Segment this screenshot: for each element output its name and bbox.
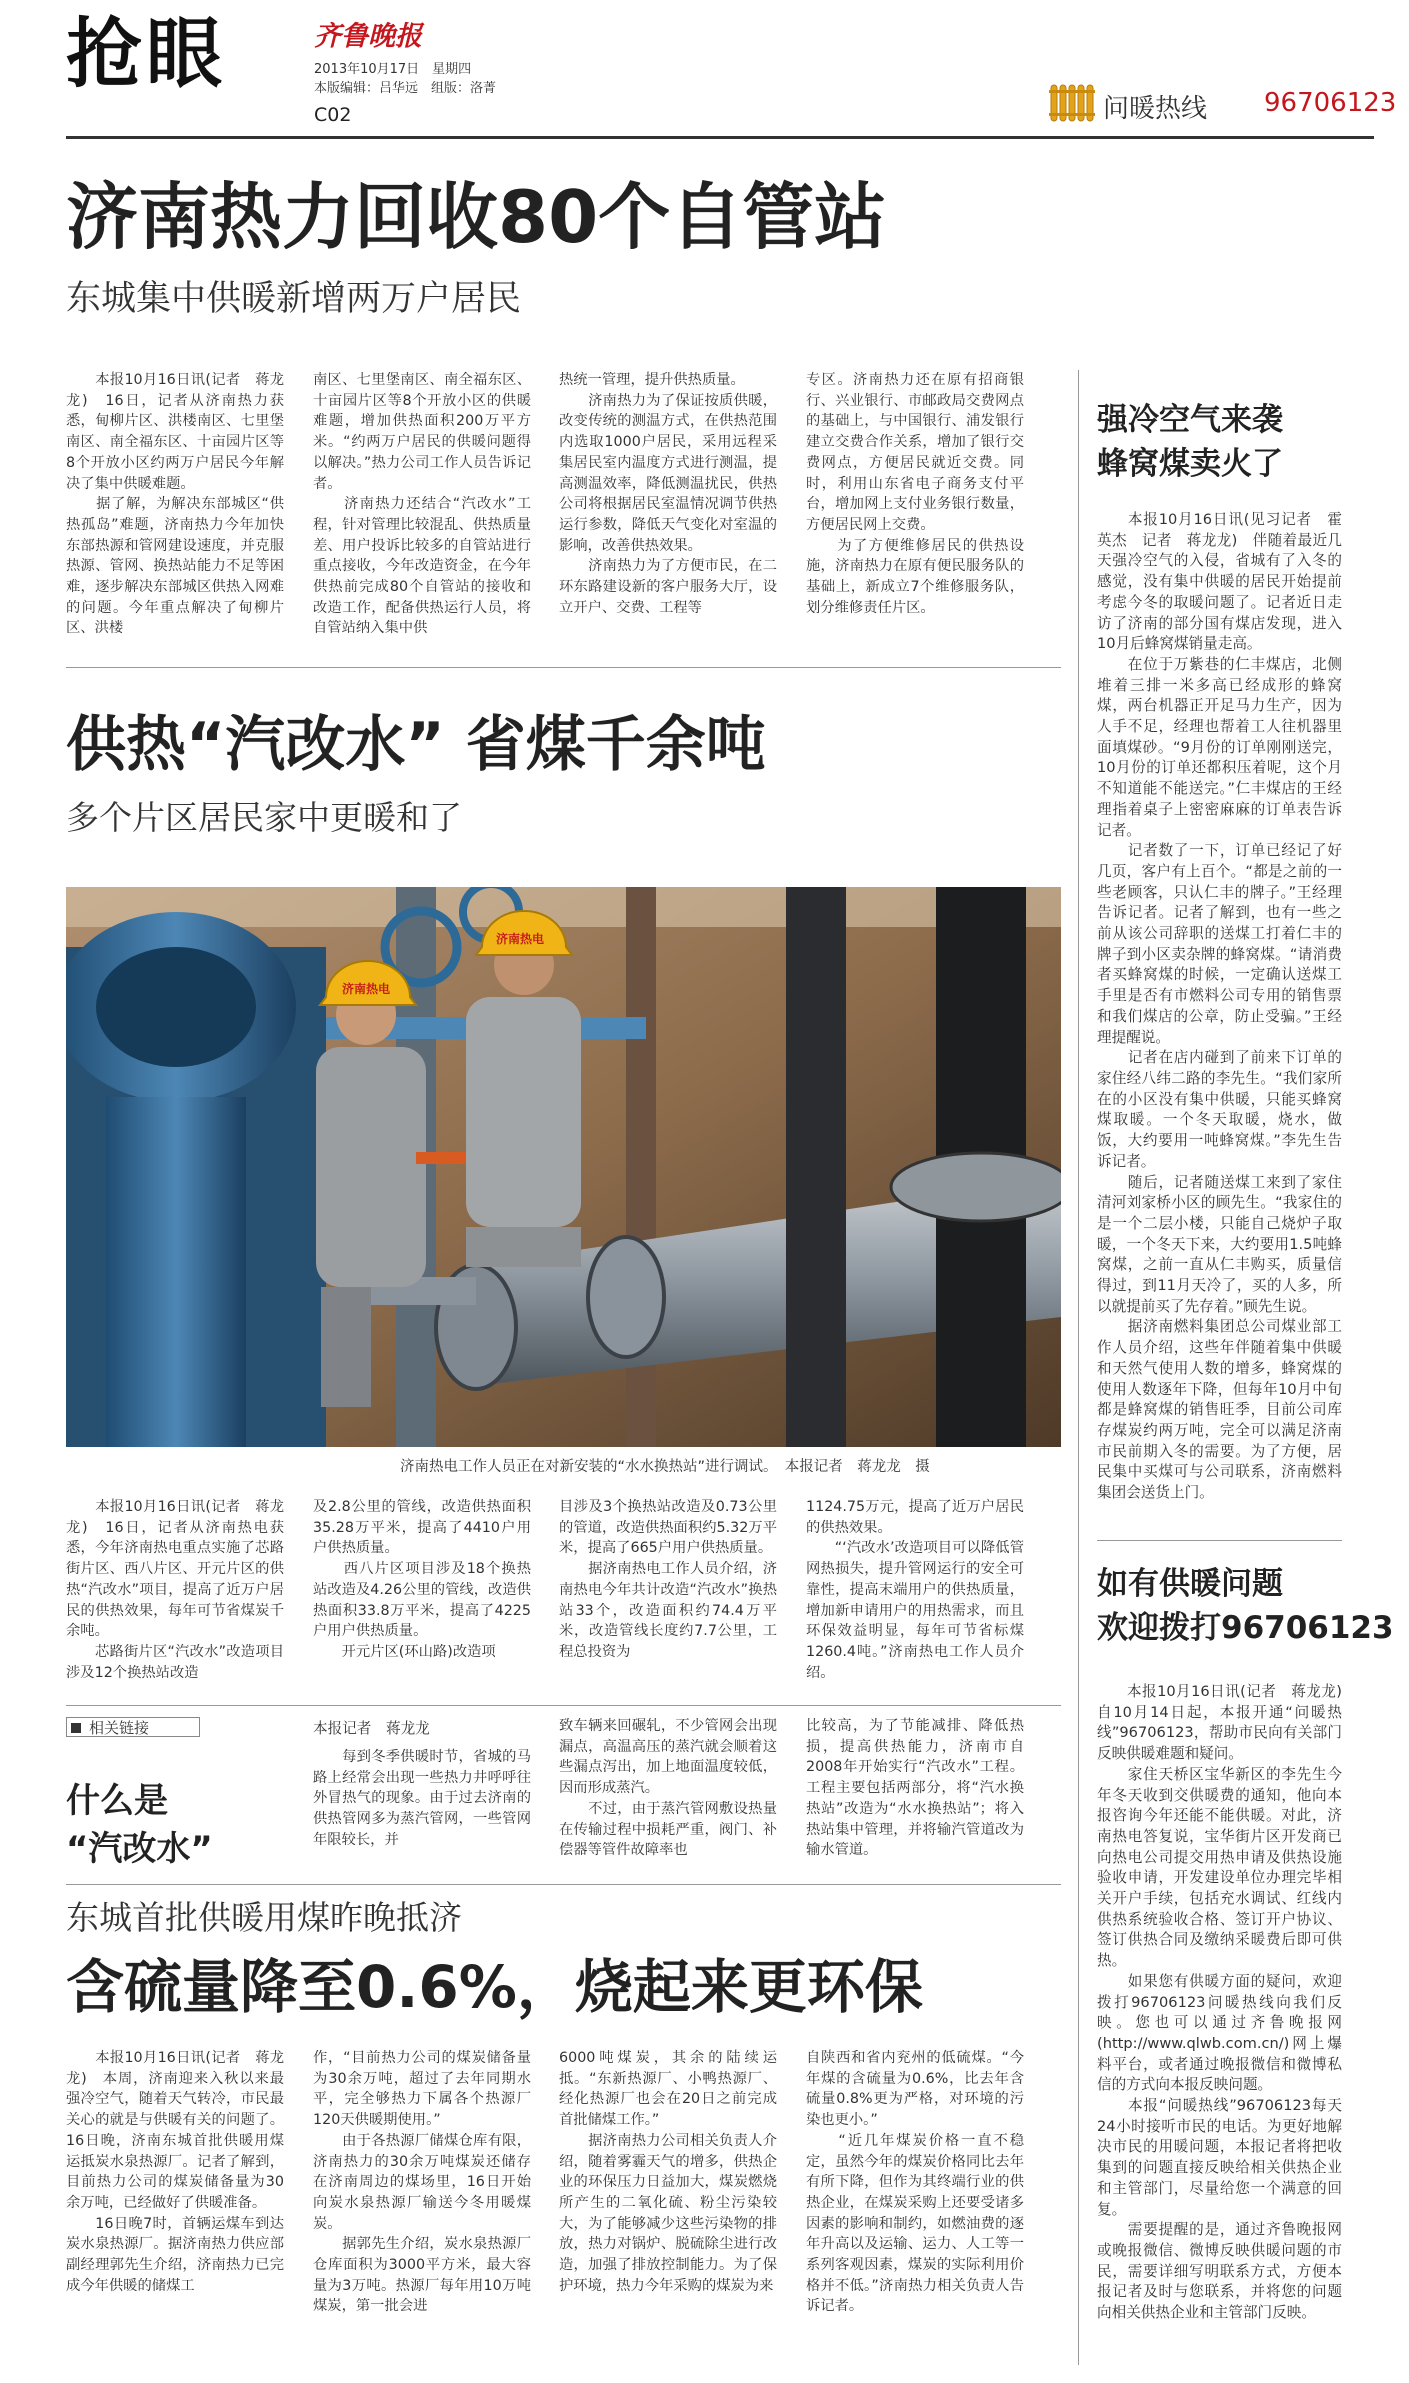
radiator-icon	[1048, 81, 1096, 125]
helmet-text-left: 济南热电	[342, 982, 391, 996]
related-title: 什么是 “汽改水”	[66, 1781, 213, 1869]
article2-column-2: 及2.8公里的管线，改造供热面积35.28万平米，提高了4410户用户供热质量。 西八片区项目涉及18个换热站改造及4.26公里的管线，改造供热面积33.8万平米，提高了4225户用户供热质量。 开元片区(环山路)改造项	[313, 1499, 531, 1660]
article2-column-3: 目涉及3个换热站改造及0.73公里的管道，改造供热面积约5.32万平米，提高了665户用户供热质量。 据济南热电工作人员介绍，济南热电今年共计改造“汽改水”换热站33个，改造面积约74.4万平米，改造管线长度约7.7公里，工程总投资为	[559, 1499, 777, 1660]
article2-column-1: 本报10月16日讯(记者 蒋龙龙) 16日，记者从济南热电获悉，今年济南热电重点实施了芯路街片区、西八片区、开元片区的供热“汽改水”项目，提高了近万户居民的供热效果，每年可节省煤炭千余吨。 芯路街片区“汽改水”改造项目涉及12个换热站改造	[66, 1499, 284, 1681]
article1-column-4: 专区。济南热力还在原有招商银行、兴业银行、市邮政局交费网点的基础上，与中国银行、浦发银行建立交费合作关系，增加了银行交费网点，方便居民就近交费。同时，利用山东省电子商务支付平台，增加网上支付业务银行数量，方便居民网上交费。 为了方便维修居民的供热设施，济南热力在原有便民服务队的基础上，新成立7个维修服务队，划分维修责任片区。	[806, 372, 1024, 616]
divider	[66, 1705, 1061, 1706]
page-code: C02	[314, 104, 352, 126]
editor-credits: 本版编辑：吕华远 组版：洛菁	[314, 81, 497, 96]
side1-headline-text: 强冷空气来袭 蜂窝煤卖火了	[1097, 402, 1283, 482]
related-column-1: 每到冬季供暖时节，省城的马路上经常会出现一些热力井呼呼往外冒热气的现象。由于过去济南的供热管网多为蒸汽管网，一些管网年限较长，并	[313, 1749, 531, 1848]
section-name: 抢眼	[66, 9, 226, 98]
article3-column-4: 自陕西和省内兖州的低硫煤。“今年煤的含硫量为0.6%，比去年含硫量0.8%更为严格，对环境的污染也更小。” “近几年煤炭价格一直不稳定，虽然今年的煤炭价格同比去年有所下降，但作为其终端行业的供热企业，在煤炭采购上还要受诸多因素的影响和制约，如燃油费的逐年升高以及运输、运力、人工等一系列客观因素，煤炭的实际利用价格并不低。”济南热力相关负责人告诉记者。	[806, 2050, 1024, 2315]
article1-column-1: 本报10月16日讯(记者 蒋龙龙) 16日，记者从济南热力获悉，甸柳片区、洪楼南区、七里堡南区、南全福东区、十亩园片区等8个开放小区约两万户居民今年解决了集中供暖难题。 据了解，为解决东部城区“供热孤岛”难题，济南热力今年加快东部热源和管网建设速度，并克服热源、管网、换热站能力不足等困难，逐步解决东部城区供热入网难的问题。今年重点解决了甸柳片区、洪楼	[66, 372, 284, 637]
side1-headline	[1097, 398, 1283, 486]
hotline-number: 96706123	[1264, 88, 1397, 118]
article1-column-2: 南区、七里堡南区、南全福东区、十亩园片区等8个开放小区的供暖难题，增加供热面积200万平方米。“约两万户居民的供暖问题得以解决。”热力公司工作人员告诉记者。 济南热力还结合“汽改水”工程，针对管理比较混乱、供热质量差、用户投诉比较多的自管站进行重点接收，今年改造资金，在今年供热前完成80个自管站的接收和改造工作，配备供热运行人员，将自管站纳入集中供	[313, 372, 531, 637]
side2-headline	[1097, 1562, 1394, 1650]
masthead-rule	[66, 136, 1374, 139]
article3-column-2: 作，“目前热力公司的煤炭储备量为30余万吨，超过了去年同期水平，完全够热力下属各个热源厂120天供暖期使用。” 由于各热源厂储煤仓库有限，济南热力的30余万吨煤炭还储存在济南周边的煤场里，16日开始向炭水泉热源厂输送今冬用暖煤炭。 据郭先生介绍，炭水泉热源厂仓库面积为3000平方米，最大容量为3万吨。热源厂每年用10万吨煤炭，第一批会进	[313, 2050, 531, 2315]
article2-column-4: 1124.75万元，提高了近万户居民的供热效果。 “‘汽改水’改造项目可以降低管网热损失，提升管网运行的安全可靠性，提高末端用户的供热质量，增加新申请用户的用热需求，而且环保效益明显，每年可节省标煤1260.4吨。”济南热电工作人员介绍。	[806, 1499, 1024, 1681]
divider	[1097, 1540, 1342, 1541]
sidebar-divider	[1078, 370, 1079, 2365]
divider	[66, 667, 1061, 668]
related-link-tag	[66, 1717, 200, 1737]
article2-subhead: 多个片区居民家中更暖和了	[66, 798, 462, 837]
divider	[66, 1884, 1061, 1885]
related-link-tag-label: 相关链接	[89, 1719, 150, 1737]
side2-body: 本报10月16日讯(记者 蒋龙龙) 自10月14日起，本报开通“问暖热线”96706123，帮助市民向有关部门反映供暖难题和疑问。 家住天桥区宝华新区的李先生今年冬天收到交供暖费的通知，他向本报咨询今年还能不能供暖。对此，济南热电答复说，宝华街片区开发商已向热电公司提交用热申请及供热设施验收申请，开发建设单位办理完毕相关开户手续，包括充水调试、红线内供热系统验收合格、签订开户协议、签订供热合同及缴纳采暖费后即可供热。 如果您有供暖方面的疑问，欢迎拨打96706123问暖热线向我们反映。您也可以通过齐鲁晚报网(http://www.qlwb.com.cn/)网上爆料平台，或者通过晚报微信和微博私信的方式向本报反映问题。 本报“问暖热线”96706123每天24小时接听市民的电话。为更好地解决市民的用暖问题，本报记者将把收集到的问题直接反映给相关供热企业和主管部门，尽量给您一个满意的回复。 需要提醒的是，通过齐鲁晚报网或晚报微信、微博反映供暖问题的市民，需要详细写明联系方式，方便本报记者及时与您联系，并将您的问题向相关供热企业和主管部门反映。	[1097, 1683, 1342, 2322]
article3-column-3: 6000吨煤炭，其余的陆续运抵。“东新热源厂、小鸭热源厂、经化热源厂也会在20日之前完成首批储煤工作。” 据济南热力公司相关负责人介绍，随着雾霾天气的增多，供热企业的环保压力日益加大，煤炭燃烧所产生的二氧化硫、粉尘污染较大，为了能够减少这些污染物的排放，热力对锅炉、脱硫除尘进行改造，加强了排放控制能力。为了保护环境，热力今年采购的煤炭为来	[559, 2050, 777, 2294]
article2-headline: 供热“汽改水” 省煤千余吨	[66, 710, 766, 780]
paper-logo: 齐鲁晚报	[314, 21, 422, 52]
side2-headline-text: 如有供暖问题 欢迎拨打96706123	[1097, 1566, 1394, 1646]
article1-column-3: 热统一管理，提升供热质量。 济南热力为了保证按质供暖，改变传统的测温方式，在供热范围内选取1000户居民，采用远程采集居民室内温度方式进行测温，提高测温效率，降低测温扰民，供热公司将根据居民室温情况调节供热运行参数，降低天气变化对室温的影响，改善供热效果。 济南热力为了方便市民，在二环东路建设新的客户服务大厅，设立开户、交费、工程等	[559, 372, 777, 616]
article1-subhead: 东城集中供暖新增两万户居民	[66, 279, 522, 319]
issue-date: 2013年10月17日 星期四	[314, 62, 472, 77]
hotline-label: 问暖热线	[1103, 94, 1208, 124]
related-column-2: 致车辆来回碾轧，不少管网会出现漏点，高温高压的蒸汽就会顺着这些漏点泻出，加上地面温度较低，因而形成蒸汽。 不过，由于蒸汽管网敷设热量在传输过程中损耗严重，阀门、补偿器等管件故障率也	[559, 1718, 777, 1859]
article3-kicker: 东城首批供暖用煤昨晚抵济	[66, 1898, 462, 1937]
article3-headline: 含硫量降至0.6%，烧起来更环保	[66, 1953, 923, 2021]
related-byline: 本报记者 蒋龙龙	[313, 1720, 430, 1737]
related-column-3: 比较高，为了节能减排、降低热损，提高供热能力，济南市自2008年开始实行“汽改水”工程。工程主要包括两部分，将“汽水换热站”改造为“水水换热站”；将入热站集中管理，并将输汽管道改为输水管道。	[806, 1718, 1024, 1859]
article1-headline: 济南热力回收80个自管站	[66, 175, 887, 259]
square-bullet-icon	[71, 1723, 81, 1733]
article3-column-1: 本报10月16日讯(记者 蒋龙龙) 本周，济南迎来入秋以来最强冷空气，随着天气转冷，市民最关心的就是与供暖有关的问题了。16日晚，济南东城首批供暖用煤运抵炭水泉热源厂。记者了解到，目前热力公司的煤炭储备量为30余万吨，已经做好了供暖准备。 16日晚7时，首辆运煤车到达炭水泉热源厂。据济南热力供应部副经理郭先生介绍，济南热力已完成今年供暖的储煤工	[66, 2050, 284, 2294]
photo-caption: 济南热电工作人员正在对新安装的“水水换热站”进行调试。 本报记者 蒋龙龙 摄	[400, 1459, 930, 1475]
helmet-text-right: 济南热电	[496, 932, 545, 946]
news-photo	[66, 887, 1061, 1447]
side1-body: 本报10月16日讯(见习记者 霍英杰 记者 蒋龙龙) 伴随着最近几天强冷空气的入侵，省城有了入冬的感觉，没有集中供暖的居民开始提前考虑今冬的取暖问题了。记者近日走访了济南的部分国有煤店发现，进入10月后蜂窝煤销量走高。 在位于万紫巷的仁丰煤店，北侧堆着三排一米多高已经成形的蜂窝煤，两台机器正开足马力生产，因为人手不足，经理也帮着工人往机器里面填煤砂。“9月份的订单刚刚送完，10月份的订单还都积压着呢，这个月不知道能不能送完。”仁丰煤店的王经理指着桌子上密密麻麻的订单表告诉记者。 记者数了一下，订单已经记了好几页，客户有上百个。“都是之前的一些老顾客，只认仁丰的牌子。”王经理告诉记者。记者了解到，也有一些之前从该公司辞职的送煤工打着仁丰的牌子到小区卖杂牌的蜂窝煤。“请消费者买蜂窝煤的时候，一定确认送煤工手里是否有市燃料公司专用的销售票和我们煤店的公章，防止受骗。”王经理提醒说。 记者在店内碰到了前来下订单的家住经八纬二路的李先生。“我们家所在的小区没有集中供暖，只能买蜂窝煤取暖。一个冬天取暖，烧水，做饭，大约要用一吨蜂窝煤。”李先生告诉记者。 随后，记者随送煤工来到了家住清河刘家桥小区的顾先生。“我家住的是一个二层小楼，只能自己烧炉子取暖，一个冬天下来，大约要用1.5吨蜂窝煤，之前一直从仁丰购买，质量信得过，到11月天冷了，买的人多，所以就提前买了先存着。”顾先生说。 据济南燃料集团总公司煤业部工作人员介绍，这些年伴随着集中供暖和天然气使用人数的增多，蜂窝煤的使用人数逐年下降，但每年10月中旬都是蜂窝煤的销售旺季，目前公司库存煤炭约两万吨，完全可以满足济南市民前期入冬的需要。为了方便，居民集中买煤可与公司联系，济南燃料集团会送货上门。	[1097, 511, 1342, 1502]
